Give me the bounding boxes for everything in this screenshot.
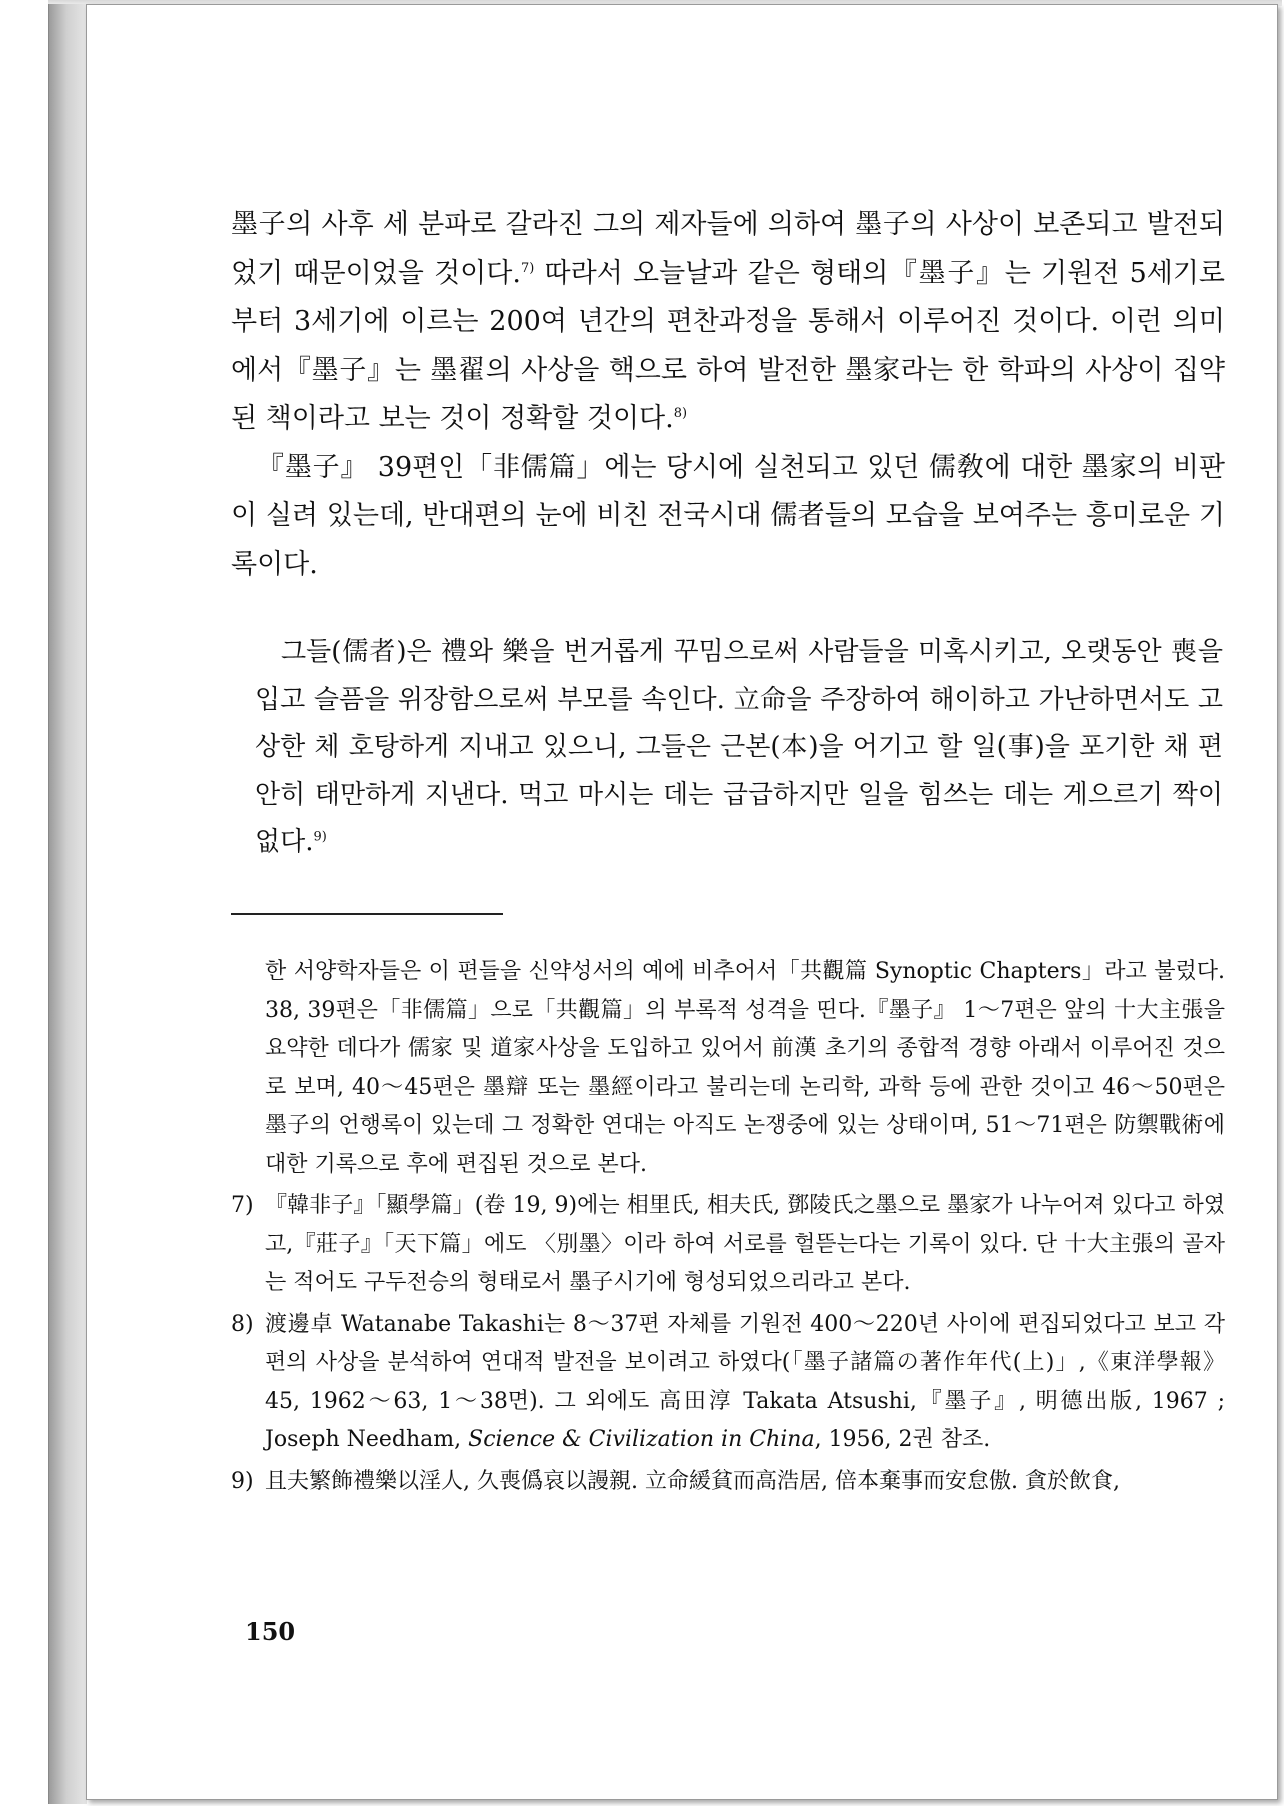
body-paragraph-2: 『墨子』 39편인「非儒篇」에는 당시에 실천되고 있던 儒敎에 대한 墨家의 비판이 실려 있는데, 반대편의 눈에 비친 전국시대 儒者들의 모습을 보여주는 흥미로운 기록이다. — [231, 451, 1225, 580]
book-title: Science & Civilization in China — [468, 1427, 815, 1452]
footnote-number: 9) — [231, 1468, 254, 1494]
footnote-continued: 한 서양학자들은 이 편들을 신약성서의 예에 비추어서「共觀篇 Synoptic Chapters」라고 불렀다. 38, 39편은「非儒篇」으로「共觀篇」의 부록적 성격을 띤다.『墨子』 1～7편은 앞의 十大主張을 요약한 데다가 儒家 및 道家사상을 도입하고 있어서 前漢 초기의 종합적 경향 아래서 이루어진 것으로 보며, 40～45편은 墨辯 또는 墨經이라고 불리는데 논리학, 과학 등에 관한 것이고 46～50편은 墨子의 언행록이 있는데 그 정확한 연대는 아직도 논쟁중에 있는 상태이며, 51～71편은 防禦戰術에 대한 기록으로 후에 편집된 것으로 본다. — [265, 959, 1225, 1177]
quote-text: 그들(儒者)은 禮와 樂을 번거롭게 꾸밈으로써 사람들을 미혹시키고, 오랫동안 喪을 입고 슬픔을 위장함으로써 부모를 속인다. 立命을 주장하여 해이하고 가난하면서도 고상한 체 호탕하게 지내고 있으니, 그들은 근본(本)을 어기고 할 일(事)을 포기한 채 편안히 태만하게 지낸다. 먹고 마시는 데는 급급하지만 일을 힘쓰는 데는 게으르기 짝이 없다.$^{9)}$ — [255, 637, 1223, 857]
footnotes — [231, 953, 1225, 1504]
footnote-9: 9) 且夫繁飾禮樂以淫人, 久喪僞哀以謾親. 立命緩貧而高浩居, 倍本棄事而安怠傲. 貪於飲食, — [231, 1463, 1225, 1502]
footnote-ref-7[interactable]: 7) — [520, 260, 535, 276]
book-page — [86, 4, 1278, 1800]
footnote-separator — [231, 913, 503, 915]
footnote-number: 7) — [231, 1193, 254, 1218]
page-number: 150 — [245, 1617, 296, 1646]
footnote-number: 8) — [231, 1311, 254, 1337]
footnote-ref-8[interactable]: 8) — [673, 406, 688, 421]
block-quote — [255, 629, 1223, 867]
footnote-7: 7) 『韓非子』「顯學篇」(卷 19, 9)에는 相里氏, 相夫氏, 鄧陵氏之墨으로 墨家가 나누어져 있다고 하였고,『莊子』「天下篇」에도 〈別墨〉이라 하여 서로를 헐뜯는다는 기록이 있다. 단 十大主張의 골자는 적어도 구두전승의 형태로서 墨子시기에 형성되었으리라고 본다. — [231, 1187, 1225, 1303]
book-spine — [48, 4, 87, 1804]
footnote-ref-9[interactable]: 9) — [313, 829, 327, 845]
body-text — [231, 201, 1225, 589]
footnote-8: 8) 渡邊卓 Watanabe Takashi는 8～37편 자체를 기원전 400～220년 사이에 편집되었다고 보고 각 편의 사상을 분석하여 연대적 발전을 보이려고 하였다(「墨子諸篇の著作年代(上)」,《東洋學報》 45, 1962～63, 1～38면). 그 외에도 高田淳 Takata Atsushi,『墨子』, 明德出版, 1967 ; Joseph Needham, Science & Civilization in China, 1956, 2권 참조. — [231, 1306, 1225, 1460]
body-paragraph-1: 墨子의 사후 세 분파로 갈라진 그의 제자들에 의하여 墨子의 사상이 보존되고 발전되었기 때문이었을 것이다.$^{7)}$ 따라서 오늘날과 같은 형태의『墨子』는 기원전 5세기로부터 3세기에 이르는 200여 년간의 편찬과정을 통해서 이루어진 것이다. 이런 의미에서『墨子』는 墨翟의 사상을 핵으로 하여 발전한 墨家라는 한 학파의 사상이 집약된 책이라고 보는 것이 정확할 것이다.$^{8)}$ — [231, 209, 1225, 434]
